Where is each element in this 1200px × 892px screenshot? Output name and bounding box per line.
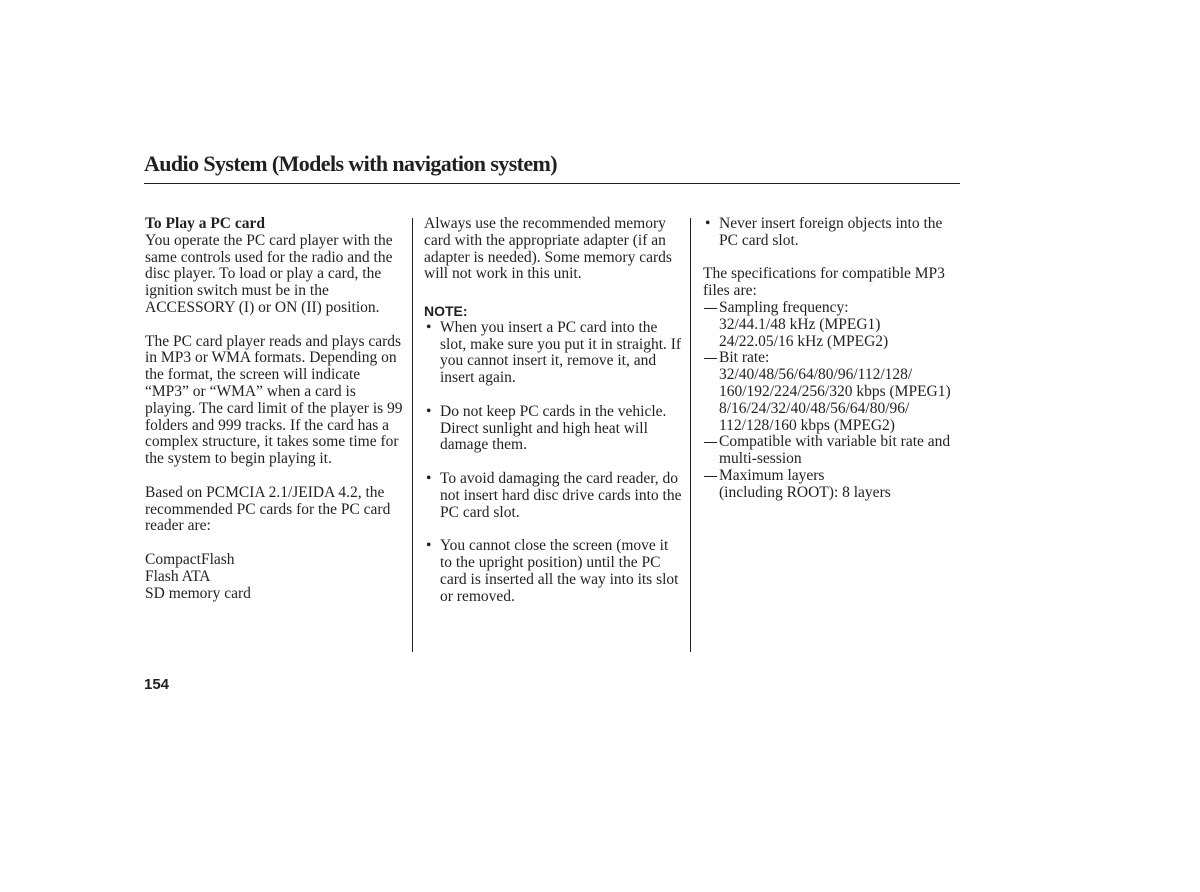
spec-sampling-mpeg1: 32/44.1/48 kHz (MPEG1) (719, 315, 881, 333)
title-rule (144, 183, 960, 184)
page-number: 154 (144, 676, 170, 693)
note-bullet: • To avoid damaging the card reader, do not insert hard disc drive cards into the PC card slot. (424, 471, 682, 521)
spec-layers-label: Maximum layers (703, 468, 960, 485)
note-bullet: • When you insert a PC card into the slot, make sure you put it in straight. If you cannot insert it, remove it, and insert again. (424, 320, 682, 387)
column-1 (145, 216, 403, 602)
card-type-item: Flash ATA (145, 567, 211, 585)
specs-intro: The specifications for compatible MP3 files are: (703, 265, 945, 300)
column-divider (690, 218, 691, 652)
intro-paragraph: You operate the PC card player with the same controls used for the radio and the disc player. To load or play a card, the ignition switch must be in the ACCESSORY (I) or ON (II) position. (145, 231, 393, 316)
column-3 (703, 216, 960, 502)
note-label: NOTE: (424, 302, 468, 319)
spec-bitrate-label: Bit rate: (703, 350, 960, 367)
spec-bitrate-mpeg2: 8/16/24/32/40/48/56/64/80/96/ 112/128/160 kbps (MPEG2) (719, 399, 910, 434)
formats-paragraph: The PC card player reads and plays cards in MP3 or WMA formats. Depending on the format, the screen will indicate “MP3” or “WMA” when a card is playing. The card limit of the player is 99 folders and 999 tracks. If the card has a complex structure, it takes some time for the system to begin playing it. (145, 332, 403, 468)
column-2 (424, 216, 682, 605)
spec-sampling-label: Sampling frequency: (703, 300, 960, 317)
spec-layers-value: (including ROOT): 8 layers (719, 483, 891, 501)
note-bullet: • You cannot close the screen (move it to the upright position) until the PC card is inserted all the way into its slot or removed. (424, 538, 682, 605)
note-bullet: • Do not keep PC cards in the vehicle. Direct sunlight and high heat will damage them. (424, 404, 682, 454)
recommended-paragraph: Based on PCMCIA 2.1/JEIDA 4.2, the recommended PC cards for the PC card reader are: (145, 483, 391, 535)
spec-sampling-mpeg2: 24/22.05/16 kHz (MPEG2) (719, 332, 889, 350)
spec-bitrate-mpeg1: 32/40/48/56/64/80/96/112/128/ 160/192/224/256/320 kbps (MPEG1) (719, 366, 951, 400)
foreign-objects-bullet: • Never insert foreign objects into the PC card slot. (703, 216, 960, 250)
card-type-item: CompactFlash (145, 550, 235, 568)
card-type-item: SD memory card (145, 584, 251, 602)
section-heading: To Play a PC card (145, 215, 265, 232)
column-divider (412, 218, 413, 652)
page-title: Audio System (Models with navigation system) (144, 151, 557, 176)
memory-card-paragraph: Always use the recommended memory card with the appropriate adapter (if an adapter is needed). Some memory cards will not work in this unit. (424, 215, 672, 283)
spec-variable-bitrate: Compatible with variable bit rate and multi-session (703, 434, 960, 468)
